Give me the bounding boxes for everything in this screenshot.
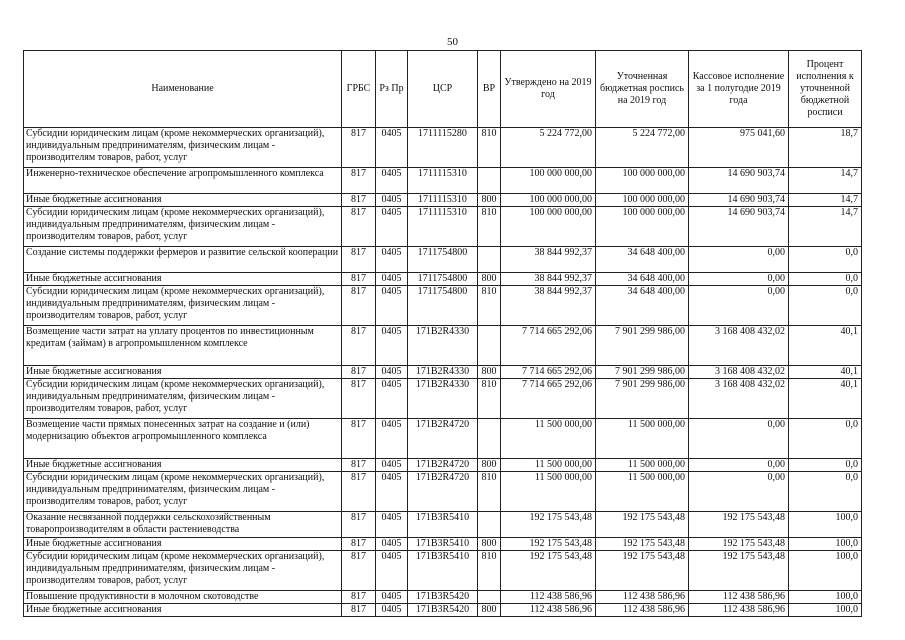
row-rzpr: 0405	[376, 128, 408, 168]
row-csr: 1711115310	[408, 194, 478, 207]
row-percent: 40,1	[789, 379, 862, 419]
row-rzpr: 0405	[376, 286, 408, 326]
row-name: Иные бюджетные ассигнования	[24, 538, 342, 551]
row-vr	[478, 591, 501, 604]
row-vr	[478, 168, 501, 194]
table-row	[24, 207, 862, 247]
row-name: Субсидии юридическим лицам (кроме некоммерческих организаций), индивидуальным предпринимателям, физическим лицам - производителям товаров, работ, услуг	[24, 379, 342, 419]
row-grbs: 817	[342, 591, 376, 604]
row-vr: 800	[478, 459, 501, 472]
row-approved: 100 000 000,00	[501, 194, 596, 207]
row-cash: 0,00	[689, 472, 789, 512]
row-csr: 171B3R5410	[408, 512, 478, 538]
row-approved: 11 500 000,00	[501, 419, 596, 459]
row-rzpr: 0405	[376, 551, 408, 591]
row-approved: 5 224 772,00	[501, 128, 596, 168]
row-percent: 100,0	[789, 538, 862, 551]
table-row	[24, 512, 862, 538]
row-grbs: 817	[342, 551, 376, 591]
row-cash: 192 175 543,48	[689, 512, 789, 538]
row-grbs: 817	[342, 472, 376, 512]
row-percent: 100,0	[789, 604, 862, 617]
row-name: Иные бюджетные ассигнования	[24, 366, 342, 379]
row-name: Субсидии юридическим лицам (кроме некоммерческих организаций), индивидуальным предпринимателям, физическим лицам - производителям товаров, работ, услуг	[24, 472, 342, 512]
table-row	[24, 168, 862, 194]
row-refined: 7 901 299 986,00	[596, 379, 689, 419]
row-rzpr: 0405	[376, 591, 408, 604]
row-cash: 0,00	[689, 286, 789, 326]
row-approved: 7 714 665 292,06	[501, 326, 596, 366]
table-row	[24, 366, 862, 379]
row-percent: 14,7	[789, 207, 862, 247]
row-percent: 0,0	[789, 273, 862, 286]
table-row	[24, 604, 862, 617]
row-vr: 810	[478, 472, 501, 512]
row-name: Повышение продуктивности в молочном скотоводстве	[24, 591, 342, 604]
row-refined: 100 000 000,00	[596, 168, 689, 194]
row-vr: 810	[478, 128, 501, 168]
row-cash: 14 690 903,74	[689, 168, 789, 194]
row-vr: 800	[478, 194, 501, 207]
row-cash: 975 041,60	[689, 128, 789, 168]
row-csr: 1711754800	[408, 273, 478, 286]
col-header-percent: Процент исполнения к уточненной бюджетной росписи	[789, 51, 862, 128]
row-approved: 38 844 992,37	[501, 273, 596, 286]
row-approved: 100 000 000,00	[501, 207, 596, 247]
table-row	[24, 194, 862, 207]
row-percent: 100,0	[789, 591, 862, 604]
row-refined: 100 000 000,00	[596, 207, 689, 247]
row-percent: 0,0	[789, 419, 862, 459]
row-refined: 5 224 772,00	[596, 128, 689, 168]
row-csr: 171B3R5420	[408, 591, 478, 604]
row-rzpr: 0405	[376, 538, 408, 551]
row-refined: 112 438 586,96	[596, 604, 689, 617]
row-grbs: 817	[342, 366, 376, 379]
row-refined: 192 175 543,48	[596, 512, 689, 538]
row-vr: 810	[478, 379, 501, 419]
row-rzpr: 0405	[376, 472, 408, 512]
col-header-refined: Уточненная бюджетная роспись на 2019 год	[596, 51, 689, 128]
row-refined: 11 500 000,00	[596, 459, 689, 472]
row-vr	[478, 419, 501, 459]
row-approved: 11 500 000,00	[501, 459, 596, 472]
row-grbs: 817	[342, 168, 376, 194]
row-approved: 100 000 000,00	[501, 168, 596, 194]
row-refined: 34 648 400,00	[596, 247, 689, 273]
row-refined: 11 500 000,00	[596, 472, 689, 512]
row-refined: 34 648 400,00	[596, 286, 689, 326]
col-header-rzpr: Рз Пр	[376, 51, 408, 128]
row-grbs: 817	[342, 459, 376, 472]
row-rzpr: 0405	[376, 273, 408, 286]
row-refined: 11 500 000,00	[596, 419, 689, 459]
budget-table	[23, 50, 862, 617]
row-name: Инженерно-техническое обеспечение агропромышленного комплекса	[24, 168, 342, 194]
row-rzpr: 0405	[376, 512, 408, 538]
row-name: Возмещение части прямых понесенных затрат на создание и (или) модернизацию объектов агропромышленного комплекса	[24, 419, 342, 459]
row-rzpr: 0405	[376, 326, 408, 366]
row-approved: 192 175 543,48	[501, 551, 596, 591]
row-name: Субсидии юридическим лицам (кроме некоммерческих организаций), индивидуальным предпринимателям, физическим лицам - производителям товаров, работ, услуг	[24, 286, 342, 326]
row-vr	[478, 247, 501, 273]
row-percent: 40,1	[789, 366, 862, 379]
row-rzpr: 0405	[376, 194, 408, 207]
row-name: Иные бюджетные ассигнования	[24, 194, 342, 207]
table-row	[24, 591, 862, 604]
row-approved: 11 500 000,00	[501, 472, 596, 512]
table-row	[24, 551, 862, 591]
row-rzpr: 0405	[376, 366, 408, 379]
row-percent: 0,0	[789, 459, 862, 472]
row-approved: 7 714 665 292,06	[501, 379, 596, 419]
row-percent: 100,0	[789, 512, 862, 538]
row-csr: 171B2R4330	[408, 326, 478, 366]
row-grbs: 817	[342, 604, 376, 617]
row-cash: 14 690 903,74	[689, 194, 789, 207]
table-row	[24, 538, 862, 551]
row-name: Субсидии юридическим лицам (кроме некоммерческих организаций), индивидуальным предпринимателям, физическим лицам - производителям товаров, работ, услуг	[24, 128, 342, 168]
row-grbs: 817	[342, 286, 376, 326]
row-grbs: 817	[342, 207, 376, 247]
row-approved: 112 438 586,96	[501, 604, 596, 617]
row-name: Субсидии юридическим лицам (кроме некоммерческих организаций), индивидуальным предпринимателям, физическим лицам - производителям товаров, работ, услуг	[24, 207, 342, 247]
row-refined: 34 648 400,00	[596, 273, 689, 286]
row-rzpr: 0405	[376, 207, 408, 247]
row-csr: 1711754800	[408, 247, 478, 273]
row-cash: 0,00	[689, 419, 789, 459]
page-number: 50	[447, 36, 458, 48]
row-rzpr: 0405	[376, 459, 408, 472]
row-cash: 3 168 408 432,02	[689, 379, 789, 419]
row-vr: 810	[478, 286, 501, 326]
row-rzpr: 0405	[376, 419, 408, 459]
row-rzpr: 0405	[376, 247, 408, 273]
row-csr: 171B2R4330	[408, 366, 478, 379]
row-csr: 171B2R4720	[408, 459, 478, 472]
row-grbs: 817	[342, 326, 376, 366]
row-percent: 0,0	[789, 472, 862, 512]
table-row	[24, 128, 862, 168]
row-vr: 800	[478, 538, 501, 551]
row-name: Возмещение части затрат на уплату процентов по инвестиционным кредитам (займам) в агропромышленном комплексе	[24, 326, 342, 366]
row-grbs: 817	[342, 273, 376, 286]
row-grbs: 817	[342, 379, 376, 419]
row-refined: 7 901 299 986,00	[596, 366, 689, 379]
table-row	[24, 247, 862, 273]
table-row	[24, 286, 862, 326]
col-header-csr: ЦСР	[408, 51, 478, 128]
row-refined: 192 175 543,48	[596, 551, 689, 591]
row-approved: 192 175 543,48	[501, 512, 596, 538]
row-refined: 100 000 000,00	[596, 194, 689, 207]
row-csr: 171B3R5420	[408, 604, 478, 617]
table-row	[24, 273, 862, 286]
row-cash: 0,00	[689, 247, 789, 273]
row-approved: 112 438 586,96	[501, 591, 596, 604]
table-row	[24, 419, 862, 459]
row-refined: 192 175 543,48	[596, 538, 689, 551]
row-name: Иные бюджетные ассигнования	[24, 459, 342, 472]
row-csr: 1711754800	[408, 286, 478, 326]
row-grbs: 817	[342, 128, 376, 168]
col-header-name: Наименование	[24, 51, 342, 128]
row-name: Иные бюджетные ассигнования	[24, 604, 342, 617]
col-header-approved: Утверждено на 2019 год	[501, 51, 596, 128]
row-cash: 3 168 408 432,02	[689, 366, 789, 379]
row-cash: 0,00	[689, 273, 789, 286]
row-cash: 112 438 586,96	[689, 604, 789, 617]
row-rzpr: 0405	[376, 604, 408, 617]
row-percent: 100,0	[789, 551, 862, 591]
row-csr: 1711115280	[408, 128, 478, 168]
row-vr: 810	[478, 207, 501, 247]
row-percent: 0,0	[789, 247, 862, 273]
row-grbs: 817	[342, 512, 376, 538]
row-rzpr: 0405	[376, 168, 408, 194]
table-row	[24, 472, 862, 512]
row-percent: 14,7	[789, 194, 862, 207]
row-csr: 171B2R4720	[408, 472, 478, 512]
row-name: Оказание несвязанной поддержки сельскохозяйственным товаропроизводителям в области растениеводства	[24, 512, 342, 538]
row-percent: 0,0	[789, 286, 862, 326]
table-row	[24, 379, 862, 419]
col-header-cash: Кассовое исполнение за 1 полугодие 2019 года	[689, 51, 789, 128]
row-percent: 18,7	[789, 128, 862, 168]
row-approved: 7 714 665 292,06	[501, 366, 596, 379]
row-csr: 171B3R5410	[408, 551, 478, 591]
row-approved: 38 844 992,37	[501, 247, 596, 273]
row-csr: 171B2R4720	[408, 419, 478, 459]
row-name: Субсидии юридическим лицам (кроме некоммерческих организаций), индивидуальным предпринимателям, физическим лицам - производителям товаров, работ, услуг	[24, 551, 342, 591]
row-csr: 1711115310	[408, 207, 478, 247]
row-vr	[478, 512, 501, 538]
row-cash: 0,00	[689, 459, 789, 472]
row-vr: 800	[478, 273, 501, 286]
row-vr: 810	[478, 551, 501, 591]
row-cash: 112 438 586,96	[689, 591, 789, 604]
row-percent: 14,7	[789, 168, 862, 194]
row-rzpr: 0405	[376, 379, 408, 419]
row-name: Создание системы поддержки фермеров и развитие сельской кооперации	[24, 247, 342, 273]
row-cash: 14 690 903,74	[689, 207, 789, 247]
row-csr: 1711115310	[408, 168, 478, 194]
row-name: Иные бюджетные ассигнования	[24, 273, 342, 286]
row-grbs: 817	[342, 419, 376, 459]
table-row	[24, 326, 862, 366]
row-approved: 38 844 992,37	[501, 286, 596, 326]
col-header-grbs: ГРБС	[342, 51, 376, 128]
row-grbs: 817	[342, 538, 376, 551]
row-cash: 192 175 543,48	[689, 538, 789, 551]
row-cash: 3 168 408 432,02	[689, 326, 789, 366]
row-percent: 40,1	[789, 326, 862, 366]
row-csr: 171B3R5410	[408, 538, 478, 551]
row-approved: 192 175 543,48	[501, 538, 596, 551]
row-grbs: 817	[342, 194, 376, 207]
row-vr: 800	[478, 366, 501, 379]
row-grbs: 817	[342, 247, 376, 273]
row-vr: 800	[478, 604, 501, 617]
col-header-vr: ВР	[478, 51, 501, 128]
row-cash: 192 175 543,48	[689, 551, 789, 591]
row-refined: 7 901 299 986,00	[596, 326, 689, 366]
row-csr: 171B2R4330	[408, 379, 478, 419]
row-refined: 112 438 586,96	[596, 591, 689, 604]
table-row	[24, 459, 862, 472]
header-row	[24, 51, 862, 128]
row-vr	[478, 326, 501, 366]
